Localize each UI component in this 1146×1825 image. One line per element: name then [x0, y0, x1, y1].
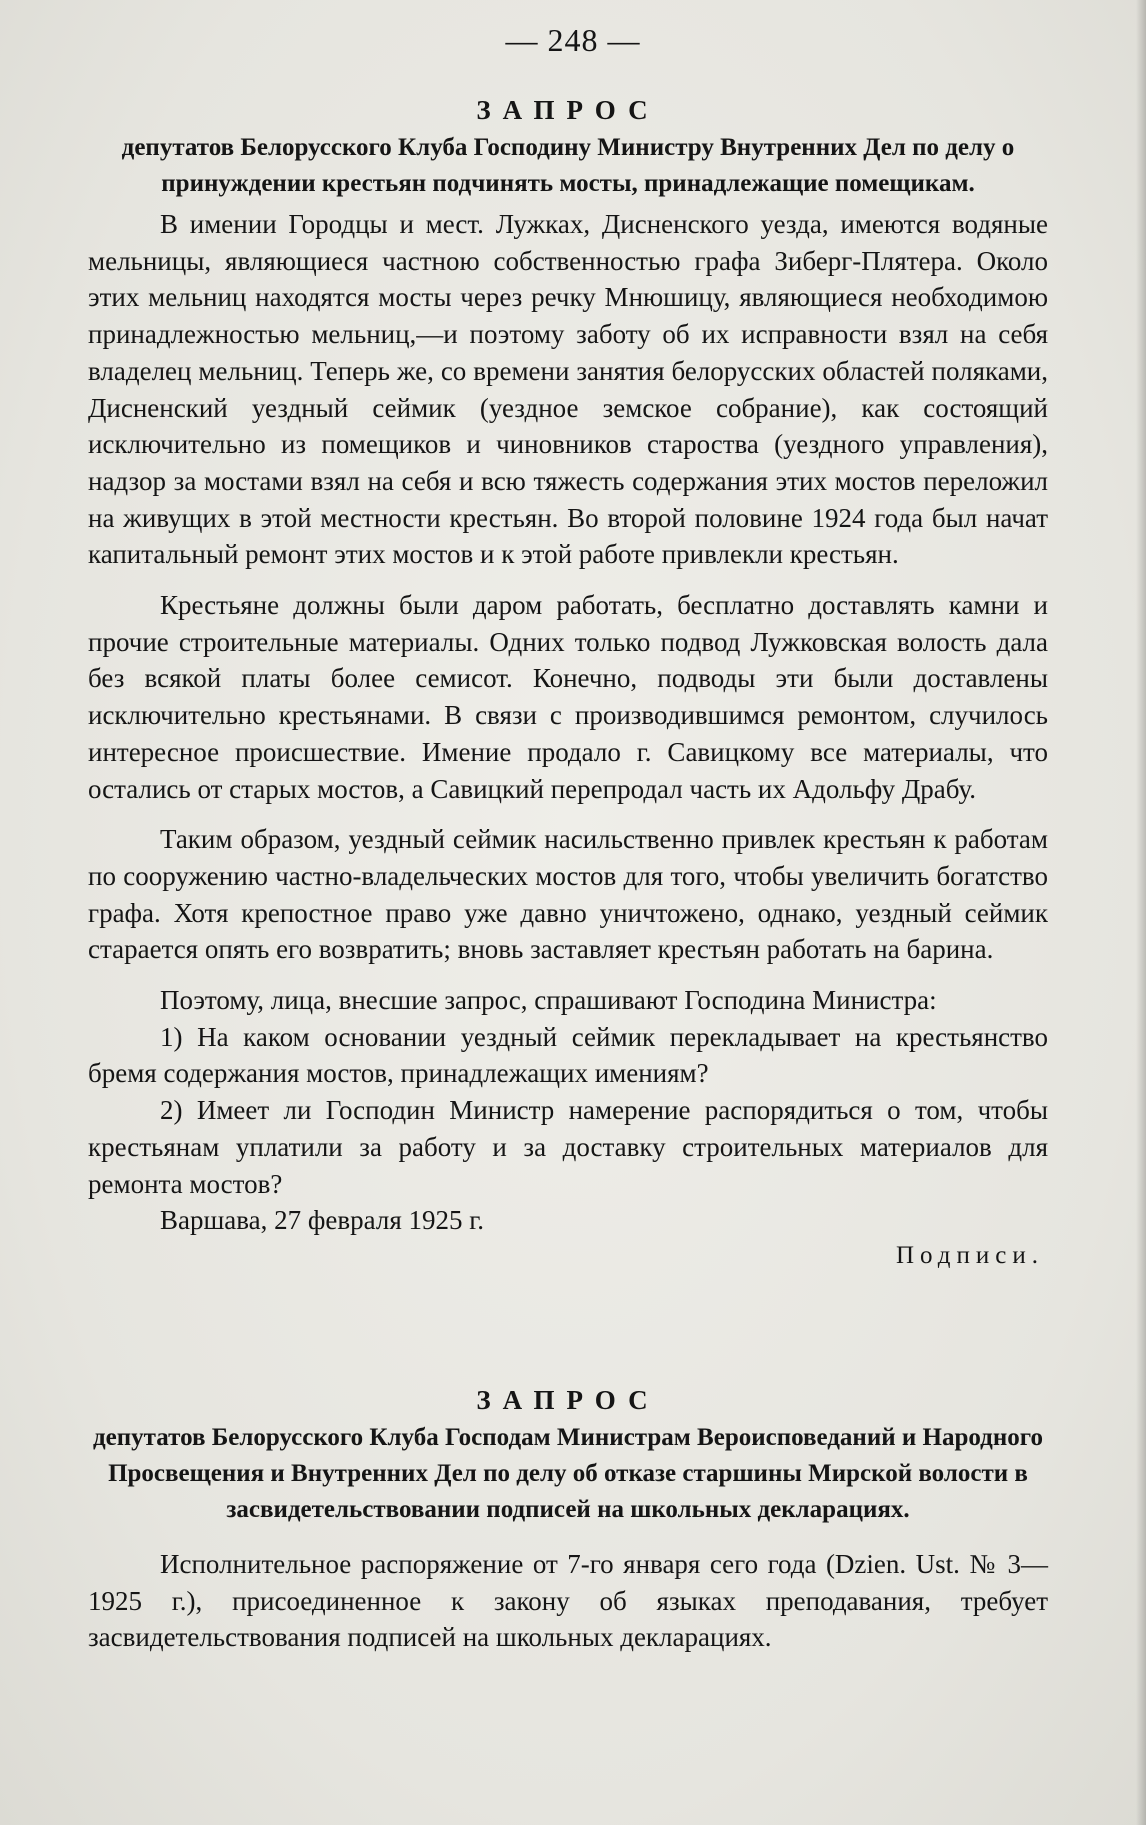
section-1 — [88, 90, 1048, 1274]
page-number: — 248 — — [505, 22, 641, 58]
section-1-paragraph: Поэтому, лица, внесшие запрос, спрашивают Господина Министра: — [160, 985, 937, 1016]
section-1-subheading: депутатов Белорусского Клуба Господину Министру Внутренних Дел по делу о принуждении крестьян подчинять мосты, принадлежащие помещикам. — [121, 134, 1015, 197]
section-1-question: 2) Имеет ли Господин Министр намерение распорядиться о том, чтобы крестьянам уплатили за работу и за доставку строительных материалов для ремонта мостов? — [88, 1095, 1048, 1199]
section-2-subheading: депутатов Белорусского Клуба Господам Министрам Вероисповеданий и Народного Просвещения и Внутренних Дел по делу об отказе старшины Мирской волости в засвидетельствовании подписей на школьных декларациях. — [93, 1424, 1043, 1523]
section-1-heading: ЗАПРОС — [476, 95, 660, 125]
section-1-signatures: Подписи. — [895, 1242, 1044, 1270]
section-1-place-date: Варшава, 27 февраля 1925 г. — [160, 1205, 485, 1236]
page-spine-shadow — [1136, 0, 1146, 1825]
section-2 — [88, 1380, 1048, 1656]
section-1-paragraph: В имении Городцы и мест. Лужках, Дисненского уезда, имеются водяные мельницы, являющиеся частною собственностью графа Зиберг-Плятера. Около этих мельниц находятся мосты через речку Мнюшицу, являющиеся необходимою принадлежностью мельниц,—и поэтому заботу об их исправности взял на себя владелец мельниц. Теперь же, со времени занятия белорусских областей поляками, Дисненский уездный сеймик (уездное земское собрание), как состоящий исключительно из помещиков и чиновников староства (уездного управления), надзор за мостами взял на себя и всю тяжесть содержания этих мостов переложил на живущих в этой местности крестьян. Во второй половине 1924 года был начат капитальный ремонт этих мостов и к этой работе привлекли крестьян. — [88, 209, 1048, 570]
section-2-heading: ЗАПРОС — [476, 1385, 660, 1415]
section-1-paragraph: Таким образом, уездный сеймик насильственно привлек крестьян к работам по сооружению частно-владельческих мостов для того, чтобы увеличить богатство графа. Хотя крепостное право уже давно уничтожено, однако, уездный сеймик старается опять его возвратить; вновь заставляет крестьян работать на барина. — [88, 824, 1048, 965]
section-1-paragraph: Крестьяне должны были даром работать, бесплатно доставлять камни и прочие строительные материалы. Одних только подвод Лужковская волость дала без всякой платы более семисот. Конечно, подводы эти были доставлены исключительно крестьянами. В связи с производившимся ремонтом, случилось интересное происшествие. Имение продало г. Савицкому все материалы, что остались от старых мостов, а Савицкий перепродал часть их Адольфу Драбу. — [88, 590, 1048, 804]
section-2-paragraph: Исполнительное распоряжение от 7-го января сего года (Dzien. Ust. № 3—1925 г.), присоединенное к закону об языках преподавания, требует засвидетельствования подписей на школьных декларациях. — [88, 1549, 1048, 1653]
section-1-question: 1) На каком основании уездный сеймик перекладывает на крестьянство бремя содержания мостов, принадлежащих имениям? — [88, 1021, 1048, 1089]
